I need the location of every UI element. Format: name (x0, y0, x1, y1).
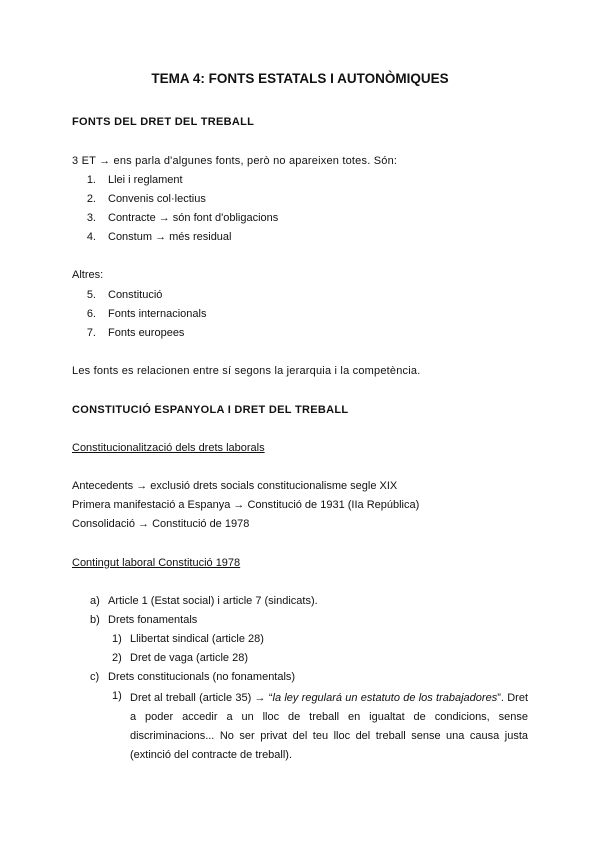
list-number: 2. (86, 193, 96, 205)
others-label: Altres: (72, 269, 104, 281)
item-label: c) (90, 671, 100, 683)
list-item: Convenis col·lectius (108, 193, 206, 205)
section-heading-fonts: FONTS DEL DRET DEL TREBALL (72, 116, 255, 128)
subitem-paragraph (130, 689, 528, 765)
list-item: Constitució (108, 289, 163, 301)
item-label: b) (90, 614, 100, 626)
subitem-text: Dret de vaga (article 28) (130, 652, 248, 664)
subitem-text-rest: Dret a poder accedir a un lloc de treball en igualtat de condicions, sense discriminacions... No ser privat del teu lloc del treball sense una causa justa (extinció del contracte de treball). (130, 692, 528, 761)
intro-text: 3 ET → ens parla d'algunes fonts, però no apareixen totes. Són: (72, 155, 398, 167)
paragraph-line: Primera manifestació a Espanya → Constitució de 1931 (IIa República) (72, 499, 420, 511)
section-heading-constitucio: CONSTITUCIÓ ESPANYOLA I DRET DEL TREBALL (72, 404, 349, 416)
item-text: Article 1 (Estat social) i article 7 (sindicats). (108, 595, 318, 607)
closing-text: Les fonts es relacionen entre sí segons la jerarquia i la competència. (72, 365, 421, 377)
list-number: 7. (86, 327, 96, 339)
list-number: 4. (86, 231, 96, 243)
list-number: 1. (86, 174, 96, 186)
paragraph-line: Consolidació → Constitució de 1978 (72, 518, 250, 530)
subitem-label: 2) (112, 652, 122, 664)
list-number: 5. (86, 289, 96, 301)
item-label: a) (90, 595, 100, 607)
list-number: 3. (86, 212, 96, 224)
subheading-contingut: Contingut laboral Constitució 1978 (72, 557, 241, 569)
subheading-constitucionalitzacio: Constitucionalització dels drets laborals (72, 442, 265, 454)
subitem-text: Llibertat sindical (article 28) (130, 633, 264, 645)
list-item: Fonts internacionals (108, 308, 207, 320)
subitem-label: 1) (112, 690, 122, 702)
list-item: Llei i reglament (108, 174, 183, 186)
list-item: Contracte → són font d'obligacions (108, 212, 279, 224)
page-title: TEMA 4: FONTS ESTATALS I AUTONÒMIQUES (151, 71, 449, 86)
item-text: Drets constitucionals (no fonamentals) (108, 671, 296, 683)
paragraph-line: Antecedents → exclusió drets socials constitucionalisme segle XIX (72, 480, 398, 492)
item-text: Drets fonamentals (108, 614, 198, 626)
quoted-statute: la ley regulará un estatuto de los trabajadores (272, 692, 498, 704)
subitem-label: 1) (112, 633, 122, 645)
list-number: 6. (86, 308, 96, 320)
list-item: Fonts europees (108, 327, 185, 339)
list-item: Constum → més residual (108, 231, 232, 243)
subitem-text-pre: Dret al treball (article 35) → “ (130, 692, 273, 704)
subitem-text-post: ”. (497, 692, 504, 704)
